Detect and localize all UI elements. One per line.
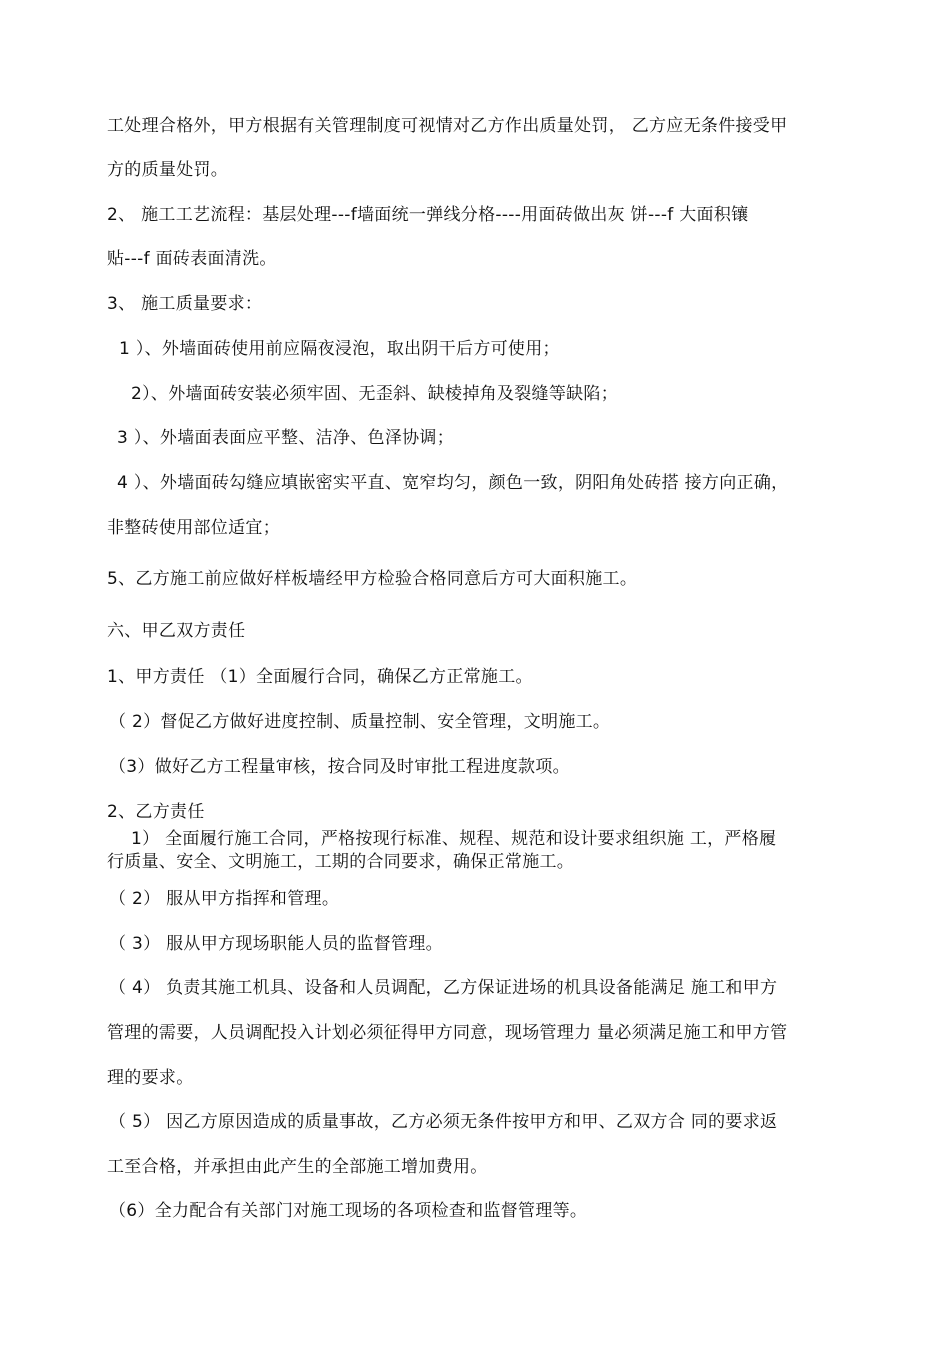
text-line: （ 4） 负责其施工机具、设备和人员调配，乙方保证进场的机具设备能满足 施工和甲方 xyxy=(109,978,778,998)
text-line: （ 3） 服从甲方现场职能人员的监督管理。 xyxy=(109,934,443,954)
text-line: 2、乙方责任 xyxy=(107,802,205,822)
text-line: 行质量、安全、文明施工，工期的合同要求，确保正常施工。 xyxy=(107,852,575,872)
text-line: （ 2）督促乙方做好进度控制、质量控制、安全管理，文明施工。 xyxy=(109,712,611,732)
text-line: 2）、外墙面砖安装必须牢固、无歪斜、缺棱掉角及裂缝等缺陷； xyxy=(131,384,619,404)
text-line: （ 5） 因乙方原因造成的质量事故，乙方必须无条件按甲方和甲、乙双方合 同的要求返 xyxy=(109,1112,778,1132)
text-line: 4 ）、外墙面砖勾缝应填嵌密实平直、宽窄均匀，颜色一致，阴阳角处砖搭 接方向正确， xyxy=(117,473,789,493)
text-line: （6）全力配合有关部门对施工现场的各项检查和监督管理等。 xyxy=(109,1201,588,1221)
text-line: 理的要求。 xyxy=(107,1068,194,1088)
text-line: 管理的需要，人员调配投入计划必须征得甲方同意，现场管理力 量必须满足施工和甲方管 xyxy=(107,1023,788,1043)
text-line: 1） 全面履行施工合同，严格按现行标准、规程、规范和设计要求组织施 工，严格履 xyxy=(131,829,777,849)
text-line: （3）做好乙方工程量审核，按合同及时审批工程进度款项。 xyxy=(109,757,570,777)
text-line: 工处理合格外，甲方根据有关管理制度可视情对乙方作出质量处罚， 乙方应无条件接受甲 xyxy=(107,116,788,136)
text-line: 1 ）、外墙面砖使用前应隔夜浸泡，取出阴干后方可使用； xyxy=(119,339,560,359)
text-line: 贴---f 面砖表面清洗。 xyxy=(107,249,277,269)
text-line: （ 2） 服从甲方指挥和管理。 xyxy=(109,889,340,909)
text-line: 1、甲方责任 （1）全面履行合同，确保乙方正常施工。 xyxy=(107,667,533,687)
section-heading: 六、甲乙双方责任 xyxy=(107,621,246,641)
text-line: 5、乙方施工前应做好样板墙经甲方检验合格同意后方可大面积施工。 xyxy=(107,569,638,589)
text-line: 3 ）、外墙面表面应平整、洁净、色泽协调； xyxy=(117,428,455,448)
text-line: 非整砖使用部位适宜； xyxy=(107,518,280,538)
text-line: 3、 施工质量要求： xyxy=(107,294,263,314)
text-line: 工至合格，并承担由此产生的全部施工增加费用。 xyxy=(107,1157,488,1177)
text-line: 2、 施工工艺流程：基层处理---f墙面统一弹线分格----用面砖做出灰 饼---f 大面积镶 xyxy=(107,205,749,225)
text-line: 方的质量处罚。 xyxy=(107,160,229,180)
